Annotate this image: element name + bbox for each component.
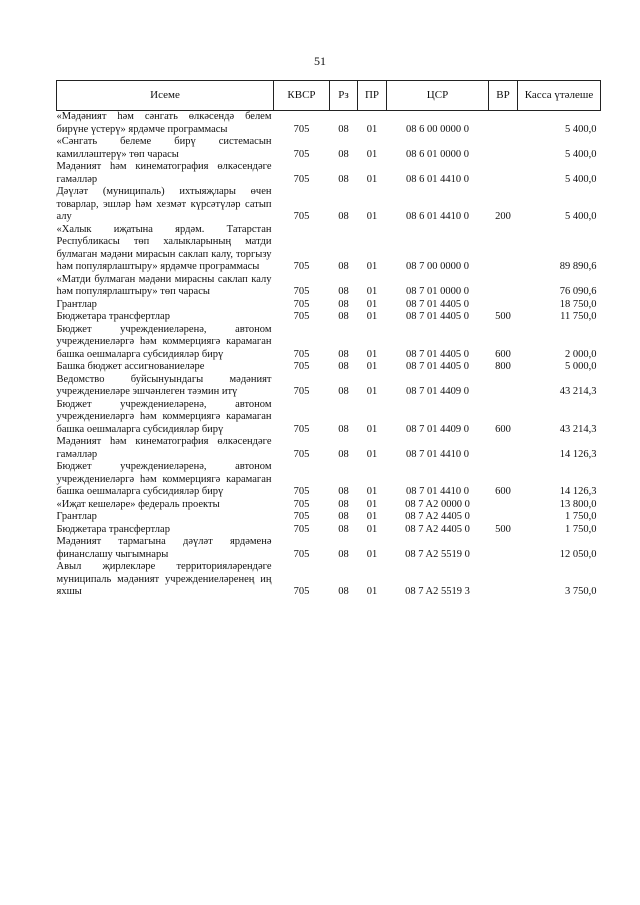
cell-pr: 01 <box>366 523 378 535</box>
cell-pr: 01 <box>366 586 378 597</box>
cell-vr: 500 <box>495 311 511 322</box>
cell-vr: 600 <box>495 423 511 435</box>
cell-csr: 08 6 01 4410 0 <box>406 211 469 222</box>
table-row <box>57 461 601 499</box>
cell-kvsr: 705 <box>293 361 310 372</box>
cell-vr <box>489 436 518 461</box>
cell-rz: 08 <box>338 261 349 272</box>
column-header-vr: ВР <box>489 81 518 111</box>
cell-vr: 200 <box>495 211 511 222</box>
cell-csr: 08 7 A2 0000 0 <box>405 498 470 510</box>
table-body <box>57 111 601 599</box>
cell-vr <box>489 224 518 274</box>
table-row <box>57 274 601 299</box>
cell-kvsr: 705 <box>293 148 310 160</box>
cell-sum: 5 400,0 <box>565 148 597 160</box>
cell-pr: 01 <box>366 211 378 222</box>
cell-pr: 01 <box>366 386 378 397</box>
cell-kvsr: 705 <box>293 423 310 435</box>
cell-sum: 12 050,0 <box>559 548 597 560</box>
cell-rz: 08 <box>338 348 349 360</box>
cell-kvsr: 705 <box>293 498 310 510</box>
cell-vr: 600 <box>495 486 511 497</box>
table-row <box>57 186 601 224</box>
table-row <box>57 111 601 137</box>
cell-vr <box>489 511 518 524</box>
cell-rz: 08 <box>338 123 349 135</box>
table-row <box>57 224 601 274</box>
cell-vr <box>489 274 518 299</box>
cell-kvsr: 705 <box>293 123 310 135</box>
cell-name: Мәдәният тармагына дәүләт ярдәменә финанслашу чыгымнары <box>56 536 272 560</box>
cell-vr <box>489 374 518 399</box>
table-row <box>57 399 601 437</box>
table-row <box>57 136 601 161</box>
cell-pr: 01 <box>366 548 378 560</box>
cell-vr <box>489 561 518 599</box>
cell-sum: 18 750,0 <box>559 298 597 310</box>
cell-sum: 2 000,0 <box>565 348 597 360</box>
page-number: 51 <box>314 54 326 68</box>
cell-vr <box>489 161 518 186</box>
cell-csr: 08 7 01 0000 0 <box>406 286 469 297</box>
cell-rz: 08 <box>338 486 349 497</box>
cell-csr: 08 6 01 0000 0 <box>406 148 469 160</box>
cell-name: Грантлар <box>56 511 97 522</box>
table-row <box>57 361 601 374</box>
cell-kvsr: 705 <box>293 348 310 360</box>
cell-name: «Халык иҗатына ярдәм. Татарстан Республикасы төп халыкларының матди булмаган мәдәни мирасын саклап калу, торгызу һәм популярлаштыру» ярдәмче программасы <box>56 223 272 272</box>
cell-name: Бюджет учреждениеләренә, автоном учреждениеләргә һәм коммерциягә карамаган башка оешмаларга субсидияләр бирү <box>56 323 272 360</box>
cell-vr <box>489 536 518 561</box>
cell-vr: 800 <box>495 361 511 372</box>
column-header-name: Исеме <box>57 81 274 111</box>
cell-sum: 14 126,3 <box>559 486 597 497</box>
cell-sum: 13 800,0 <box>559 498 597 510</box>
cell-pr: 01 <box>366 298 378 310</box>
cell-csr: 08 7 01 4409 0 <box>406 423 469 435</box>
cell-pr: 01 <box>366 486 378 497</box>
cell-csr: 08 7 01 4405 0 <box>406 361 469 372</box>
cell-sum: 76 090,6 <box>559 286 597 297</box>
cell-kvsr: 705 <box>293 586 310 597</box>
cell-csr: 08 7 01 4410 0 <box>406 448 469 460</box>
cell-vr: 500 <box>495 523 511 535</box>
cell-name: «Сәнгать белеме бирү системасын камилләштерү» төп чарасы <box>56 136 272 160</box>
cell-rz: 08 <box>338 386 349 397</box>
cell-rz: 08 <box>338 448 349 460</box>
cell-rz: 08 <box>338 511 349 522</box>
cell-csr: 08 7 01 4410 0 <box>406 486 469 497</box>
cell-csr: 08 7 A2 4405 0 <box>405 511 470 522</box>
table-row <box>57 299 601 312</box>
cell-sum: 5 000,0 <box>565 361 597 372</box>
cell-rz: 08 <box>338 148 349 160</box>
cell-name: Авыл җирлекләре территорияләрендәге муниципаль мәдәният учреждениеләренең иң яхшы <box>56 561 272 597</box>
cell-vr <box>489 111 518 137</box>
cell-rz: 08 <box>338 361 349 372</box>
cell-sum: 1 750,0 <box>565 511 597 522</box>
cell-sum: 11 750,0 <box>560 311 597 322</box>
cell-name: Мәдәният һәм кинематография өлкәсендәге гамәлләр <box>56 161 272 185</box>
cell-name: Бюджет учреждениеләренә, автоном учреждениеләргә һәм коммерциягә карамаган башка оешмаларга субсидияләр бирү <box>56 398 272 435</box>
cell-pr: 01 <box>366 498 378 510</box>
table-row <box>57 511 601 524</box>
cell-pr: 01 <box>366 261 378 272</box>
cell-sum: 43 214,3 <box>559 386 597 397</box>
cell-pr: 01 <box>366 511 378 522</box>
cell-pr: 01 <box>366 361 378 372</box>
table-row <box>57 374 601 399</box>
table-row <box>57 436 601 461</box>
cell-name: Мәдәният һәм кинематография өлкәсендәге гамәлләр <box>56 436 272 460</box>
cell-sum: 5 400,0 <box>565 211 597 222</box>
cell-kvsr: 705 <box>293 448 310 460</box>
cell-rz: 08 <box>338 498 349 510</box>
table-row <box>57 311 601 324</box>
cell-csr: 08 7 A2 4405 0 <box>405 523 470 535</box>
column-header-csr: ЦСР <box>387 81 489 111</box>
cell-rz: 08 <box>338 173 349 185</box>
cell-csr: 08 7 A2 5519 3 <box>405 586 470 597</box>
cell-name: Бюджетара трансфертлар <box>56 523 170 535</box>
cell-sum: 5 400,0 <box>565 173 597 185</box>
column-header-rz: Рз <box>330 81 358 111</box>
cell-rz: 08 <box>338 548 349 560</box>
cell-kvsr: 705 <box>293 511 310 522</box>
cell-name: Бюджет учреждениеләренә, автоном учреждениеләргә һәм коммерциягә карамаган башка оешмаларга субсидияләр бирү <box>56 461 272 497</box>
cell-kvsr: 705 <box>293 386 310 397</box>
cell-pr: 01 <box>366 448 378 460</box>
cell-csr: 08 7 00 0000 0 <box>406 261 469 272</box>
cell-pr: 01 <box>366 173 378 185</box>
cell-name: Башка бюджет ассигнованиеләре <box>56 361 205 372</box>
cell-csr: 08 7 01 4405 0 <box>406 298 469 310</box>
cell-csr: 08 6 01 4410 0 <box>406 173 469 185</box>
cell-sum: 89 890,6 <box>559 261 597 272</box>
cell-csr: 08 7 A2 5519 0 <box>405 548 470 560</box>
table-row <box>57 499 601 512</box>
cell-vr <box>489 299 518 312</box>
cell-pr: 01 <box>366 348 378 360</box>
cell-name: Грантлар <box>56 298 97 310</box>
cell-rz: 08 <box>338 523 349 535</box>
cell-sum: 43 214,3 <box>559 423 597 435</box>
column-header-sum: Касса үтәлеше <box>518 81 601 111</box>
cell-kvsr: 705 <box>293 311 310 322</box>
cell-sum: 14 126,3 <box>559 448 597 460</box>
table-row <box>57 561 601 599</box>
cell-name: «Иҗат кешеләре» федераль проекты <box>56 498 220 510</box>
table-row <box>57 524 601 537</box>
cell-kvsr: 705 <box>293 261 310 272</box>
cell-csr: 08 7 01 4405 0 <box>406 311 469 322</box>
cell-kvsr: 705 <box>293 211 310 222</box>
cell-pr: 01 <box>366 286 378 297</box>
cell-csr: 08 7 01 4405 0 <box>406 348 469 360</box>
cell-csr: 08 6 00 0000 0 <box>406 123 469 135</box>
cell-kvsr: 705 <box>293 298 310 310</box>
column-header-pr: ПР <box>358 81 387 111</box>
cell-rz: 08 <box>338 286 349 297</box>
cell-rz: 08 <box>338 586 349 597</box>
table-header <box>57 81 601 111</box>
cell-name: «Матди булмаган мәдәни мирасны саклап калу һәм популярлаштыру» төп чарасы <box>56 273 272 297</box>
cell-kvsr: 705 <box>293 173 310 185</box>
cell-name: Дәүләт (муниципаль) ихтыяҗлары өчен товарлар, эшләр һәм хезмәт күрсәтүләр сатып алу <box>56 186 272 222</box>
cell-name: Ведомство буйсынуындагы мәдәният учреждениеләре эшчәнлеген тәэмин итү <box>56 373 272 397</box>
cell-rz: 08 <box>338 298 349 310</box>
cell-vr <box>489 499 518 512</box>
cell-pr: 01 <box>366 123 378 135</box>
cell-sum: 5 400,0 <box>565 123 597 135</box>
table-row <box>57 324 601 362</box>
cell-sum: 1 750,0 <box>565 523 597 535</box>
table-row <box>57 161 601 186</box>
cell-name: «Мәдәният һәм сәнгать өлкәсендә белем бирүне үстерү» ярдәмче программасы <box>56 111 272 135</box>
cell-rz: 08 <box>338 423 349 435</box>
cell-csr: 08 7 01 4409 0 <box>406 386 469 397</box>
cell-vr: 600 <box>495 348 511 360</box>
cell-kvsr: 705 <box>293 486 310 497</box>
cell-kvsr: 705 <box>293 523 310 535</box>
cell-kvsr: 705 <box>293 286 310 297</box>
table-row <box>57 536 601 561</box>
cell-rz: 08 <box>338 211 349 222</box>
cell-pr: 01 <box>366 423 378 435</box>
cell-pr: 01 <box>366 148 378 160</box>
cell-pr: 01 <box>366 311 378 322</box>
budget-table <box>56 80 601 599</box>
cell-sum: 3 750,0 <box>565 586 597 597</box>
cell-name: Бюджетара трансфертлар <box>56 311 170 322</box>
cell-rz: 08 <box>338 311 349 322</box>
cell-kvsr: 705 <box>293 548 310 560</box>
column-header-kvsr: КВСР <box>274 81 330 111</box>
cell-vr <box>489 136 518 161</box>
